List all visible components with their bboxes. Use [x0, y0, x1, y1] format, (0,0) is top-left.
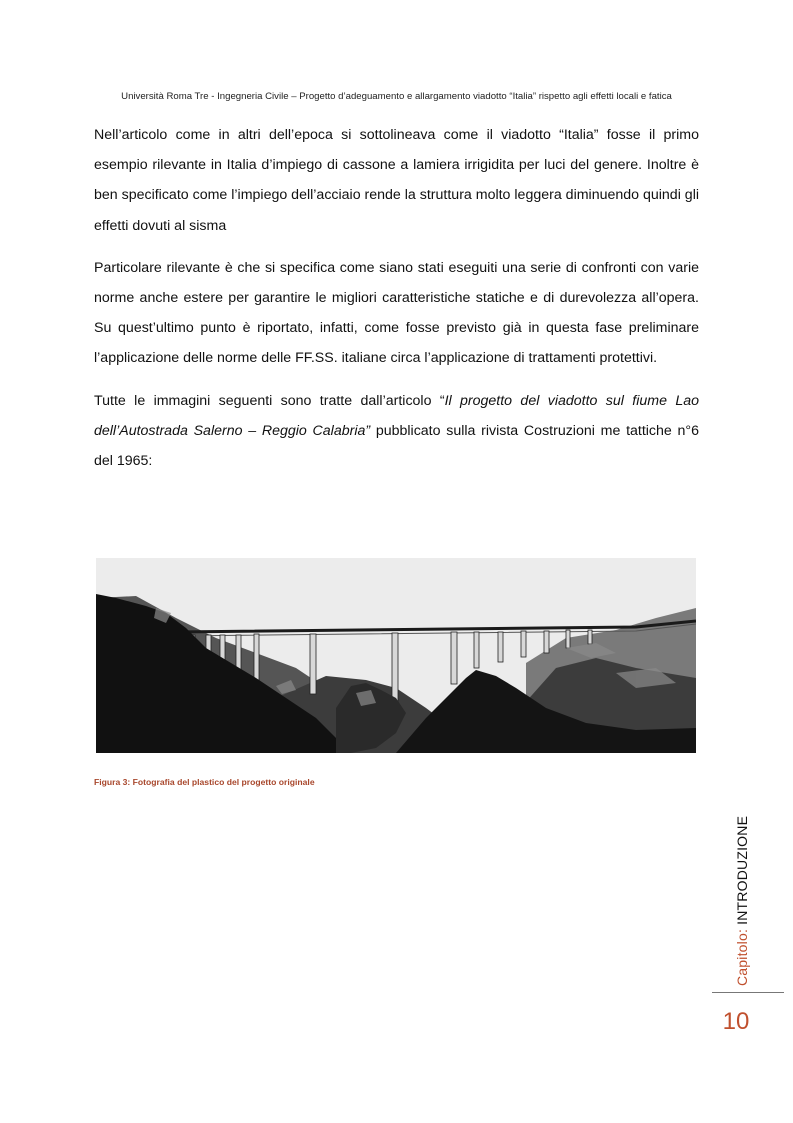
paragraph-1: Nell’articolo come in altri dell’epoca si sottolineava come il viadotto “Italia” fosse il primo esempio rilevante in Italia d’impiego di cassone a lamiera irrigidita per luci del genere. Inoltre è ben specificato come l’impiego dell’acciaio rende la struttura molto leggera diminuendo quindi gli effetti dovuti al sisma — [94, 127, 699, 234]
figure-caption: Figura 3: Fotografia del plastico del progetto originale — [94, 777, 315, 787]
chapter-name: INTRODUZIONE — [734, 815, 750, 925]
sidebar-rule — [712, 992, 784, 993]
chapter-prefix: Capitolo: — [734, 924, 750, 986]
paragraph-2: Particolare rilevante è che si specifica come siano stati eseguiti una serie di confronti con varie norme anche estere per garantire le migliori caratteristiche statiche e di durevolezza all’opera. Su quest’ultimo punto è riportato, infatti, come fosse previsto già in questa fase preliminare l’applicazione delle norme delle FF.SS. italiane circa l’applicazione di trattamenti protettivi. — [94, 259, 699, 367]
paragraph-3-intro: Tutte le immagini seguenti sono tratte dall’articolo “ — [94, 392, 445, 409]
chapter-label — [734, 816, 750, 986]
figure-photo — [96, 558, 696, 753]
viaduct-model-photo — [96, 558, 696, 753]
body-text — [94, 120, 699, 488]
paragraph-3-outro: pubblicato sulla rivista Costruzioni me tattiche n°6 del 1965: — [94, 422, 699, 470]
article-title: Il progetto del viadotto sul fiume Lao dell’Autostrada Salerno – Reggio Calabria” — [94, 392, 699, 439]
page-number: 10 — [722, 1008, 750, 1035]
paragraph-3 — [94, 386, 699, 477]
running-header: Università Roma Tre - Ingegneria Civile – Progetto d’adeguamento e allargamento viadotto “Italia” rispetto agli effetti locali e fatica — [121, 91, 672, 102]
